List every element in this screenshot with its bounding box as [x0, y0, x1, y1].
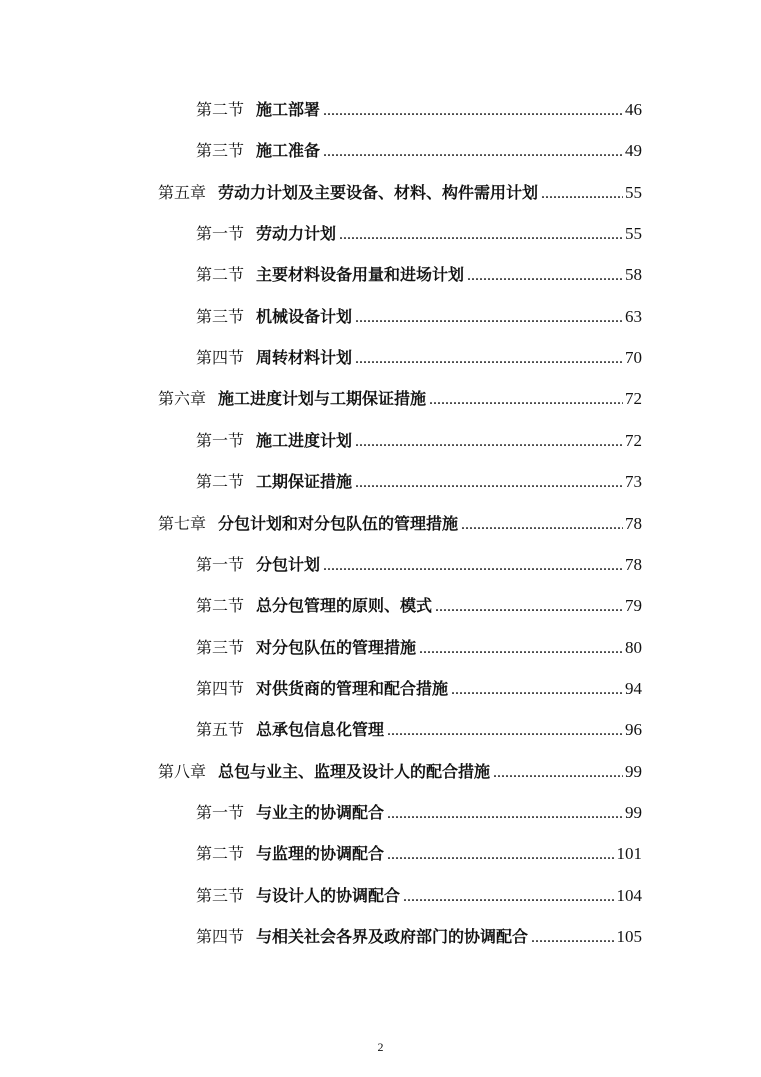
toc-entry-title: 与设计人的协调配合	[256, 885, 401, 905]
toc-dot-leader	[387, 718, 623, 744]
toc-entry-title: 施工进度计划	[256, 430, 353, 450]
toc-entry-number: 第三节	[196, 637, 245, 657]
toc-entry-page: 55	[625, 182, 642, 202]
toc-dot-leader	[493, 760, 623, 786]
toc-entry-title: 对供货商的管理和配合措施	[256, 678, 449, 698]
toc-entry-number: 第四节	[196, 678, 245, 698]
toc-entry-title: 与相关社会各界及政府部门的协调配合	[256, 927, 529, 946]
toc-section-entry[interactable]	[196, 676, 642, 702]
toc-dot-leader	[339, 222, 623, 248]
toc-entry-number: 第五章	[158, 182, 207, 202]
toc-section-entry[interactable]	[196, 717, 642, 743]
toc-entry-page: 63	[625, 306, 642, 326]
toc-entry-page: 96	[625, 720, 642, 740]
toc-chapter-entry[interactable]	[158, 180, 642, 206]
toc-entry-title: 主要材料设备用量和进场计划	[256, 265, 465, 285]
toc-entry-title: 分包计划和对分包队伍的管理措施	[218, 513, 459, 533]
toc-section-entry[interactable]	[196, 262, 642, 288]
toc-entry-title: 分包计划	[256, 554, 321, 574]
toc-section-entry[interactable]	[196, 138, 642, 164]
toc-section-entry[interactable]	[196, 97, 642, 123]
toc-entry-page: 55	[625, 224, 642, 244]
toc-entry-number: 第四节	[196, 927, 245, 946]
toc-entry-number: 第二节	[196, 596, 245, 616]
toc-entry-number: 第五节	[196, 720, 245, 740]
toc-entry-title: 总承包信息化管理	[256, 720, 385, 740]
toc-entry-page: 105	[616, 927, 642, 946]
toc-entry-number: 第六章	[158, 389, 207, 409]
toc-entry-title: 与业主的协调配合	[256, 803, 385, 822]
toc-entry-number: 第一节	[196, 224, 245, 244]
toc-dot-leader	[403, 884, 614, 910]
page-number: 2	[377, 1040, 384, 1054]
toc-entry-page: 99	[625, 761, 642, 781]
toc-entry-number: 第二节	[196, 844, 245, 864]
toc-section-entry[interactable]	[196, 841, 642, 867]
toc-dot-leader	[461, 512, 623, 538]
toc-entry-title: 机械设备计划	[256, 306, 353, 326]
toc-entry-number: 第二节	[196, 472, 245, 492]
toc-section-entry[interactable]	[196, 800, 642, 826]
toc-entry-number: 第一节	[196, 430, 245, 450]
toc-dot-leader	[355, 429, 623, 455]
toc-dot-leader	[435, 594, 623, 620]
toc-entry-number: 第一节	[196, 803, 245, 822]
toc-entry-page: 104	[616, 885, 642, 905]
toc-entry-number: 第八章	[158, 761, 207, 781]
toc-dot-leader	[419, 636, 623, 662]
toc-entry-number: 第三节	[196, 885, 245, 905]
toc-entry-page: 73	[625, 472, 642, 492]
toc-entry-number: 第一节	[196, 554, 245, 574]
toc-entry-number: 第二节	[196, 265, 245, 285]
toc-entry-page: 78	[625, 513, 642, 533]
toc-dot-leader	[355, 305, 623, 331]
toc-entry-title: 施工准备	[256, 141, 321, 161]
toc-section-entry[interactable]	[196, 221, 642, 247]
toc-section-entry[interactable]	[196, 304, 642, 330]
toc-section-entry[interactable]	[196, 635, 642, 661]
toc-entry-page: 79	[625, 596, 642, 616]
toc-entry-title: 对分包队伍的管理措施	[256, 637, 417, 657]
toc-dot-leader	[467, 263, 623, 289]
toc-dot-leader	[451, 677, 623, 703]
toc-section-entry[interactable]	[196, 924, 642, 950]
toc-dot-leader	[323, 139, 623, 165]
toc-dot-leader	[531, 925, 614, 951]
toc-section-entry[interactable]	[196, 883, 642, 909]
toc-entry-page: 78	[625, 554, 642, 574]
toc-chapter-entry[interactable]	[158, 511, 642, 537]
toc-entry-title: 工期保证措施	[256, 472, 353, 492]
toc-section-entry[interactable]	[196, 469, 642, 495]
toc-dot-leader	[355, 346, 623, 372]
toc-entry-page: 94	[625, 678, 642, 698]
toc-entry-title: 周转材料计划	[256, 348, 353, 368]
toc-dot-leader	[387, 801, 623, 827]
toc-entry-title: 劳动力计划	[256, 224, 337, 244]
toc-entry-number: 第二节	[196, 100, 245, 119]
toc-entry-page: 72	[625, 430, 642, 450]
toc-dot-leader	[355, 470, 623, 496]
toc-entry-title: 施工部署	[256, 100, 321, 119]
toc-chapter-entry[interactable]	[158, 386, 642, 412]
toc-entry-number: 第四节	[196, 348, 245, 368]
toc-dot-leader	[429, 387, 623, 413]
toc-entry-title: 总包与业主、监理及设计人的配合措施	[218, 761, 491, 781]
toc-entry-page: 72	[625, 389, 642, 409]
toc-entry-page: 70	[625, 348, 642, 368]
toc-entry-page: 49	[625, 141, 642, 161]
toc-entry-number: 第七章	[158, 513, 207, 533]
toc-dot-leader	[387, 842, 614, 868]
toc-entry-title: 劳动力计划及主要设备、材料、构件需用计划	[218, 182, 539, 202]
toc-entry-number: 第三节	[196, 306, 245, 326]
toc-entry-page: 99	[625, 803, 642, 822]
toc-entry-page: 80	[625, 637, 642, 657]
toc-entry-title: 施工进度计划与工期保证措施	[218, 389, 427, 409]
toc-section-entry[interactable]	[196, 428, 642, 454]
toc-section-entry[interactable]	[196, 552, 642, 578]
toc-entry-page: 58	[625, 265, 642, 285]
toc-dot-leader	[541, 181, 623, 207]
toc-dot-leader	[323, 98, 623, 124]
toc-dot-leader	[323, 553, 623, 579]
toc-chapter-entry[interactable]	[158, 759, 642, 785]
toc-section-entry[interactable]	[196, 593, 642, 619]
toc-entry-number: 第三节	[196, 141, 245, 161]
toc-section-entry[interactable]	[196, 345, 642, 371]
toc-entry-title: 与监理的协调配合	[256, 844, 385, 864]
toc-entry-page: 46	[625, 100, 642, 119]
toc-entry-title: 总分包管理的原则、模式	[256, 596, 433, 616]
toc-entry-page: 101	[616, 844, 642, 864]
